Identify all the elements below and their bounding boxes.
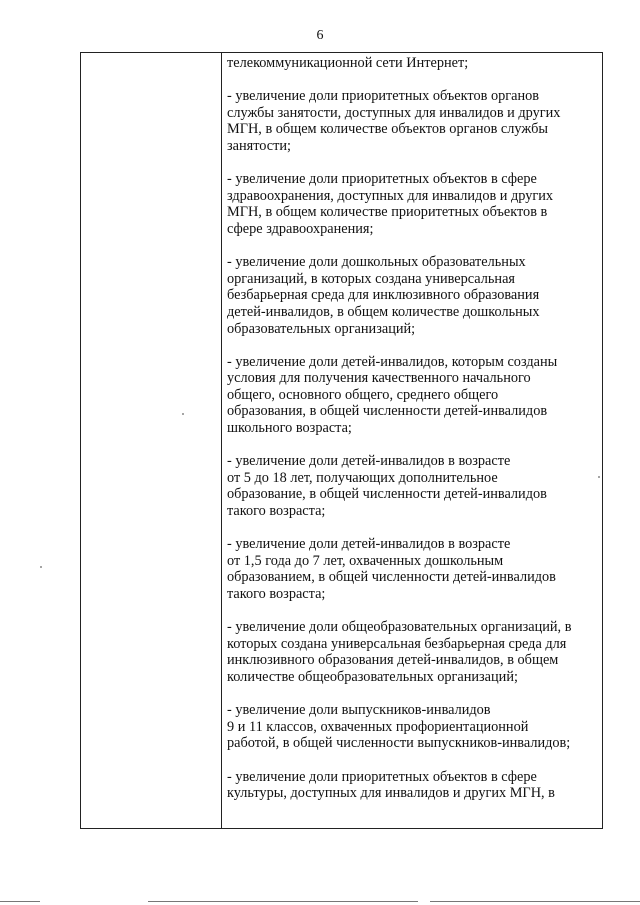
list-paragraph (227, 354, 596, 437)
document-table (80, 52, 603, 829)
text-line: - увеличение доли приоритетных объектов органов (227, 88, 540, 105)
text-line: - увеличение доли выпускников-инвалидов (227, 702, 491, 719)
list-paragraph (227, 254, 596, 337)
list-paragraph (227, 769, 596, 802)
text-line: от 1,5 года до 7 лет, охваченных дошкольным (227, 552, 504, 569)
text-line: работой, в общей численности выпускников-инвалидов; (227, 735, 571, 752)
text-line: организаций, в которых создана универсальная (227, 270, 515, 287)
page-bottom-edge (430, 901, 640, 902)
text-line: безбарьерная среда для инклюзивного образования (227, 287, 540, 304)
table-right-cell (227, 55, 596, 818)
text-line: - увеличение доли детей-инвалидов, которым созданы (227, 353, 558, 370)
text-line: - увеличение доли дошкольных образовательных (227, 254, 526, 271)
text-line: такого возраста; (227, 503, 326, 520)
text-line: количестве общеобразовательных организаций; (227, 668, 518, 685)
text-line: образования, в общей численности детей-инвалидов (227, 403, 548, 420)
text-line: МГН, в общем количестве объектов органов службы (227, 121, 548, 138)
text-line: культуры, доступных для инвалидов и других МГН, в (227, 785, 555, 802)
text-line: здравоохранения, доступных для инвалидов и других (227, 187, 554, 204)
text-line: школьного возраста; (227, 420, 352, 437)
text-line: - увеличение доли детей-инвалидов в возрасте (227, 536, 511, 553)
list-paragraph (227, 702, 596, 752)
text-line: 9 и 11 классов, охваченных профориентационной (227, 718, 529, 735)
text-line: - увеличение доли детей-инвалидов в возрасте (227, 453, 511, 470)
text-line: МГН, в общем количестве приоритетных объектов в (227, 204, 548, 221)
column-divider (221, 53, 222, 828)
text-line: инклюзивного образования детей-инвалидов, в общем (227, 652, 559, 669)
text-line: сфере здравоохранения; (227, 220, 374, 237)
text-line: службы занятости, доступных для инвалидов и других (227, 104, 561, 121)
text-line: занятости; (227, 137, 292, 154)
text-line: от 5 до 18 лет, получающих дополнительное (227, 469, 498, 486)
text-line: образование, в общей численности детей-инвалидов (227, 486, 547, 503)
text-line: общего, основного общего, среднего общего (227, 386, 499, 403)
page-number: 6 (316, 28, 324, 43)
text-line: телекоммуникационной сети Интернет; (227, 55, 469, 71)
list-paragraph (227, 453, 596, 519)
scan-speck (40, 566, 42, 568)
list-paragraph (227, 171, 596, 237)
text-line: образованием, в общей численности детей-инвалидов (227, 569, 556, 586)
scan-speck (182, 413, 184, 415)
text-line: образовательных организаций; (227, 320, 416, 337)
list-paragraph (227, 55, 596, 72)
text-line: такого возраста; (227, 586, 326, 602)
text-line: - увеличение доли общеобразовательных организаций, в (227, 619, 572, 636)
list-paragraph (227, 536, 596, 602)
text-line: - увеличение доли приоритетных объектов в сфере (227, 171, 537, 188)
text-line: условия для получения качественного начального (227, 370, 531, 387)
text-line: которых создана универсальная безбарьерная среда для (227, 635, 567, 652)
scan-speck (598, 476, 600, 478)
page-bottom-edge (148, 901, 418, 902)
page-bottom-edge (0, 901, 40, 902)
list-paragraph (227, 619, 596, 685)
text-line: детей-инвалидов, в общем количестве дошкольных (227, 303, 540, 320)
text-line: - увеличение доли приоритетных объектов в сфере (227, 768, 537, 785)
list-paragraph (227, 88, 596, 154)
